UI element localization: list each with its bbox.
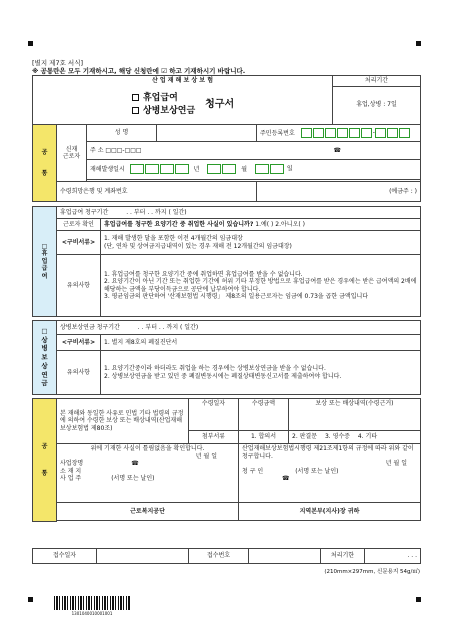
claim-date[interactable]: 년 월 일 bbox=[385, 460, 407, 468]
rrn-box[interactable] bbox=[301, 128, 312, 138]
sick-leave-docs-label: <구비서류> bbox=[57, 231, 101, 255]
processing-period-value: 휴업,상병 : 7일 bbox=[333, 86, 421, 124]
pension-notes bbox=[101, 351, 421, 395]
receipt-no-label: 접수번호 bbox=[189, 549, 249, 564]
option-pension-label: 상병보상연금 bbox=[142, 105, 196, 116]
work-answer[interactable]: 1.예( ) 2.아니오( ) bbox=[255, 220, 305, 228]
year-box[interactable] bbox=[160, 164, 174, 174]
employer-field[interactable]: 소 재 지 bbox=[60, 467, 82, 475]
attachment-item: 4. 기타 bbox=[357, 433, 378, 441]
worker-confirm-label: 근로자 확인 bbox=[57, 219, 101, 231]
common-table bbox=[32, 124, 421, 202]
sick-leave-period-label: 휴업급여 청구기간 bbox=[60, 208, 109, 216]
claim-title: 청구서 bbox=[205, 98, 235, 110]
disaster-date-label: 재해발생일시 bbox=[90, 165, 125, 173]
sick-leave-notes-label: 유의사항 bbox=[57, 255, 101, 317]
option-pension[interactable] bbox=[131, 106, 195, 117]
rrn-box[interactable] bbox=[337, 128, 348, 138]
month-box[interactable] bbox=[207, 164, 221, 174]
rrn-box[interactable] bbox=[399, 128, 410, 138]
rrn-box[interactable] bbox=[375, 128, 386, 138]
month-box[interactable] bbox=[222, 164, 236, 174]
registration-mark-top-left bbox=[28, 41, 33, 46]
form-number: [별지 제7호 서식] bbox=[32, 59, 84, 67]
sick-leave-period-value[interactable]: . . 부터 . . 까지 ( 일간) bbox=[126, 208, 187, 216]
paper-spec: (210mm×297mm, 신문용지 54g/㎡) bbox=[324, 569, 420, 575]
receipt-no-input[interactable] bbox=[249, 549, 321, 564]
name-label: 성 명 bbox=[87, 125, 157, 142]
employer-field[interactable]: 사업장명 ☎ bbox=[60, 460, 139, 468]
rrn-box[interactable] bbox=[387, 128, 398, 138]
receipt-table bbox=[32, 548, 421, 564]
pension-docs-label: <구비서류> bbox=[57, 335, 101, 351]
pension-period-value[interactable]: . . 부터 . . 까지 ( 일간) bbox=[137, 323, 199, 331]
option-sick-leave-label: 휴업급여 bbox=[142, 92, 178, 103]
barcode-number: 1301040010001001 bbox=[71, 611, 113, 616]
pension-note: 2. 상병보상연금을 받고 있던 중 폐질변동시에는 폐질상태변동신고서를 제출하여야 합니다. bbox=[104, 372, 342, 380]
employer-date[interactable]: 년 월 일 bbox=[195, 452, 217, 460]
address-label: 주 소 bbox=[90, 146, 104, 154]
attachment-item: 3. 영수증 bbox=[324, 433, 350, 441]
account-holder[interactable]: (예금주 : ) bbox=[257, 182, 421, 202]
checkbox-sick-leave[interactable] bbox=[132, 94, 139, 101]
day-box[interactable] bbox=[255, 164, 269, 174]
work-question: 휴업급여를 청구한 요양기간 중 취업한 사실이 있습니까? bbox=[104, 220, 254, 228]
disaster-date-row bbox=[87, 159, 421, 179]
rrn-cell: 주민등록번호 - bbox=[257, 125, 421, 142]
pension-period-row[interactable] bbox=[57, 321, 421, 335]
day-label: 일 bbox=[286, 165, 293, 173]
title-table bbox=[32, 75, 421, 125]
pension-period-label: 상병보상연금 청구기간 bbox=[60, 323, 120, 331]
pension-table bbox=[32, 320, 421, 395]
claim-statement: 산업재해보상보험법시행령 제21조제1항의 규정에 따라 위와 같이 청구합니다. bbox=[242, 445, 414, 460]
receipt-date-input[interactable] bbox=[97, 549, 189, 564]
agency-name: 근로복지공단 bbox=[57, 503, 239, 521]
option-sick-leave[interactable] bbox=[131, 93, 195, 104]
bank-label: 수령희망은행 및 계좌번호 bbox=[57, 182, 257, 202]
address-postcode[interactable]: □□□-□□□ bbox=[105, 146, 142, 154]
deadline-label: 처리기한 bbox=[321, 549, 365, 564]
name-input[interactable] bbox=[157, 125, 257, 142]
rrn-box[interactable] bbox=[349, 128, 360, 138]
bottom-common-table bbox=[32, 398, 421, 522]
sick-leave-note: 2. 요양기간이 아닌 기간 또는 취업한 기간에 허위 기타 부정한 방법으로 휴업급여를 받은 경우에는 받은 급여액의 2배에 해당하는 금액을 부당이득금으로 공단에 납부하여야 합니다. bbox=[104, 278, 417, 293]
bottom-side-label: 공 통 bbox=[33, 399, 57, 522]
form-instruction: ※ 공통란은 모두 기재하시고, 해당 신청란에 ☑ 하고 기재하시기 바랍니다. bbox=[32, 67, 246, 75]
employer-confirm-block bbox=[57, 444, 239, 503]
attachments-label: 첨부서류 bbox=[189, 430, 239, 444]
attachment-item: 1. 합의서 bbox=[239, 430, 289, 444]
claim-block bbox=[239, 444, 421, 503]
receipt-date-label: 수령일자 bbox=[189, 399, 239, 431]
phone-icon: ☎ bbox=[282, 475, 290, 483]
month-label: 월 bbox=[241, 165, 248, 173]
registration-mark-bottom-right bbox=[416, 597, 421, 602]
registration-mark-top-right bbox=[416, 41, 421, 46]
same-reason-text: 본 재해와 동일한 사유로 민법 기타 법령의 규정에 의하여 수령한 보상 또는 배상내역(산업재해보상보험법 제80조) bbox=[57, 399, 189, 444]
employer-field[interactable]: 사 업 주 (서명 또는 날인) bbox=[60, 475, 155, 483]
sick-leave-note: 3. 평균임금의 판단하여 '산재보험법 시행령」 제8조의 일용근로자는 임금에 0.73을 곱한 금액입니다 bbox=[104, 293, 369, 300]
phone-icon: ☎ bbox=[333, 146, 342, 154]
sick-leave-table bbox=[32, 206, 421, 317]
sick-leave-period-row[interactable] bbox=[57, 207, 421, 219]
employer-confirm-text: 위에 기재한 사실이 틀림없음을 확인합니다. bbox=[90, 445, 205, 453]
pension-notes-label: 유의사항 bbox=[57, 351, 101, 395]
year-box[interactable] bbox=[130, 164, 144, 174]
day-box[interactable] bbox=[270, 164, 284, 174]
compensation-label: 보상 또는 배상내역(수령근거) bbox=[289, 399, 421, 431]
pension-docs: 1. 별지 제8호의 폐질진단서 bbox=[101, 335, 421, 351]
phone-icon: ☎ bbox=[131, 460, 139, 468]
sick-leave-note: 1. 휴업급여를 청구한 요양기간 중에 취업하면 휴업급여를 받을 수 없습니다. bbox=[104, 270, 303, 278]
deadline-value[interactable]: . . . bbox=[365, 549, 421, 564]
pension-side-label: □ 상 병 보 상 연 금 bbox=[33, 321, 57, 395]
address-row[interactable] bbox=[87, 142, 421, 159]
rrn-label: 주민등록번호 bbox=[260, 129, 295, 137]
registration-mark-bottom-left bbox=[28, 597, 33, 602]
processing-period-label: 처리기간 bbox=[333, 76, 421, 87]
year-box[interactable] bbox=[175, 164, 189, 174]
worker-confirm-question bbox=[101, 219, 421, 231]
sick-leave-side-label: □ 휴 업 급 여 bbox=[33, 207, 57, 317]
year-box[interactable] bbox=[145, 164, 159, 174]
checkbox-pension[interactable] bbox=[132, 107, 139, 114]
claimant-row[interactable]: 청 구 인 (서명 또는 날인) bbox=[242, 467, 339, 475]
sick-leave-docs: 1. 재해 발생한 달을 포함한 이전 4개월간의 임금대장 (단, 연차 및 상여금지급내역이 있는 경우 재해 전 12개월간의 임금대장) bbox=[101, 231, 421, 255]
branch-addressee: 지역본부(지사)장 귀하 bbox=[239, 503, 421, 521]
title-cell bbox=[33, 86, 333, 124]
sick-leave-notes bbox=[101, 255, 421, 317]
year-label: 년 bbox=[193, 165, 200, 173]
receipt-amount-label: 수령금액 bbox=[239, 399, 289, 431]
rrn-box[interactable] bbox=[313, 128, 324, 138]
barcode bbox=[54, 596, 130, 610]
insurer-name: 산 업 재 해 보 상 보 험 bbox=[33, 76, 333, 87]
pension-note: 1. 요양기간중이라 하더라도 취업을 하는 경우에는 상병보상연금을 받을 수 없습니다. bbox=[104, 365, 326, 372]
worker-label: 신재 근로자 bbox=[57, 125, 87, 182]
common-side-label: 공 통 bbox=[33, 125, 57, 202]
rrn-box[interactable] bbox=[325, 128, 336, 138]
attachments-more bbox=[289, 430, 421, 444]
attachment-item: 2. 판결문 bbox=[292, 433, 318, 441]
rrn-box[interactable] bbox=[361, 128, 372, 138]
receipt-date-label: 접수일자 bbox=[33, 549, 97, 564]
